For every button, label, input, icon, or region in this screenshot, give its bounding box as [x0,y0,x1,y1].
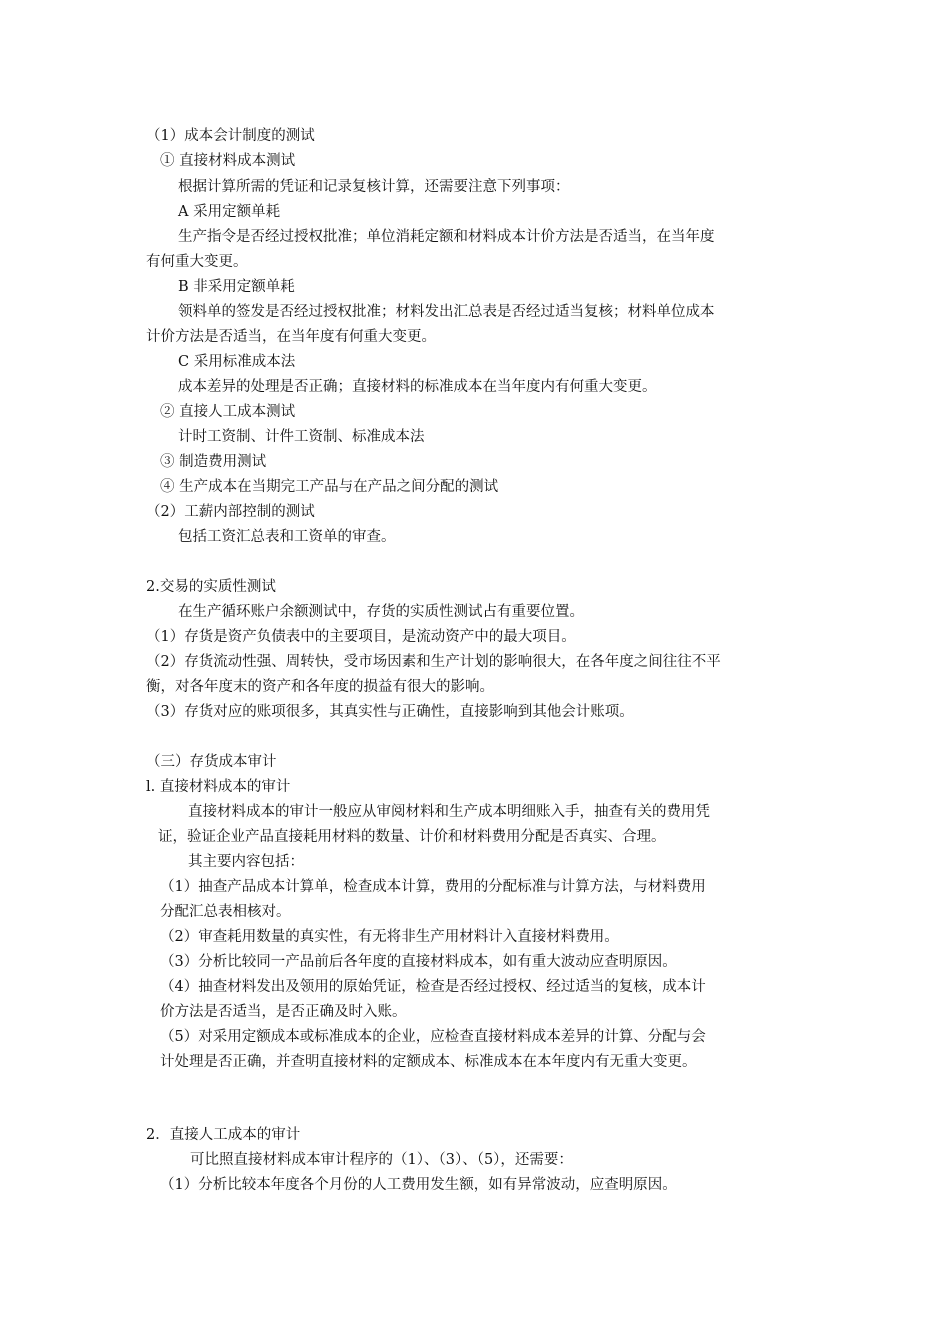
heading-payroll-control-test: （2）工薪内部控制的测试 [146,504,315,520]
paragraph-line: 有何重大变更。 [146,254,248,270]
paragraph-line: 根据计算所需的凭证和记录复核计算，还需要注意下列事项： [178,179,570,195]
subheading-allocation-test: ④ 生产成本在当期完工产品与在产品之间分配的测试 [160,479,499,495]
list-item-continued: 分配汇总表相核对。 [160,904,291,920]
item-label-c: C 采用标准成本法 [178,354,296,370]
list-item: （1）存货是资产负债表中的主要项目，是流动资产中的最大项目。 [146,629,576,645]
list-item: （1）抽查产品成本计算单，检查成本计算，费用的分配标准与计算方法，与材料费用 [160,879,706,895]
subheading-direct-labor-test: ② 直接人工成本测试 [160,404,296,420]
paragraph-line: 在生产循环账户余额测试中，存货的实质性测试占有重要位置。 [178,604,584,620]
paragraph-line: 生产指令是否经过授权批准；单位消耗定额和材料成本计价方法是否适当，在当年度 [178,229,715,245]
list-item: （3）分析比较同一产品前后各年度的直接材料成本，如有重大波动应查明原因。 [160,954,677,970]
list-item-continued: 衡，对各年度末的资产和各年度的损益有很大的影响。 [146,679,494,695]
list-item: （2）存货流动性强、周转快，受市场因素和生产计划的影响很大，在各年度之间往往不平 [146,654,721,670]
subheading-overhead-test: ③ 制造费用测试 [160,454,267,470]
paragraph-line: 成本差异的处理是否正确；直接材料的标准成本在当年度内有何重大变更。 [178,379,657,395]
heading-substantive-test: 2.交易的实质性测试 [146,579,276,595]
heading-direct-labor-audit: 2．直接人工成本的审计 [146,1127,301,1143]
list-item-continued: 价方法是否适当，是否正确及时入账。 [160,1004,407,1020]
paragraph-line: 其主要内容包括： [188,854,304,870]
item-label-b: B 非采用定额单耗 [178,279,295,295]
heading-inventory-cost-audit: （三）存货成本审计 [146,754,277,770]
list-item: （2）审查耗用数量的真实性，有无将非生产用材料计入直接材料费用。 [160,929,619,945]
list-item: （3）存货对应的账项很多，其真实性与正确性，直接影响到其他会计账项。 [146,704,634,720]
list-item: （4）抽查材料发出及领用的原始凭证，检查是否经过授权、经过适当的复核，成本计 [160,979,706,995]
paragraph-line: 直接材料成本的审计一般应从审阅材料和生产成本明细账入手，抽查有关的费用凭 [188,804,710,820]
list-item: （1）分析比较本年度各个月份的人工费用发生额，如有异常波动，应查明原因。 [160,1177,677,1193]
list-item-continued: 计处理是否正确，并查明直接材料的定额成本、标准成本在本年度内有无重大变更。 [160,1054,697,1070]
heading-cost-accounting-test: （1）成本会计制度的测试 [146,128,315,144]
heading-direct-material-audit: l. 直接材料成本的审计 [146,779,291,795]
paragraph-line: 领料单的签发是否经过授权批准；材料发出汇总表是否经过适当复核；材料单位成本 [178,304,715,320]
paragraph-line: 计时工资制、计件工资制、标准成本法 [178,429,425,445]
list-item: （5）对采用定额成本或标准成本的企业，应检查直接材料成本差异的计算、分配与会 [160,1029,706,1045]
subheading-direct-material-test: ① 直接材料成本测试 [160,153,296,169]
paragraph-line: 证，验证企业产品直接耗用材料的数量、计价和材料费用分配是否真实、合理。 [158,829,666,845]
item-label-a: A 采用定额单耗 [178,204,281,220]
paragraph-line: 计价方法是否适当，在当年度有何重大变更。 [146,329,436,345]
paragraph-line: 可比照直接材料成本审计程序的（1）、（3）、（5），还需要： [190,1152,573,1168]
paragraph-line: 包括工资汇总表和工资单的审查。 [178,529,396,545]
